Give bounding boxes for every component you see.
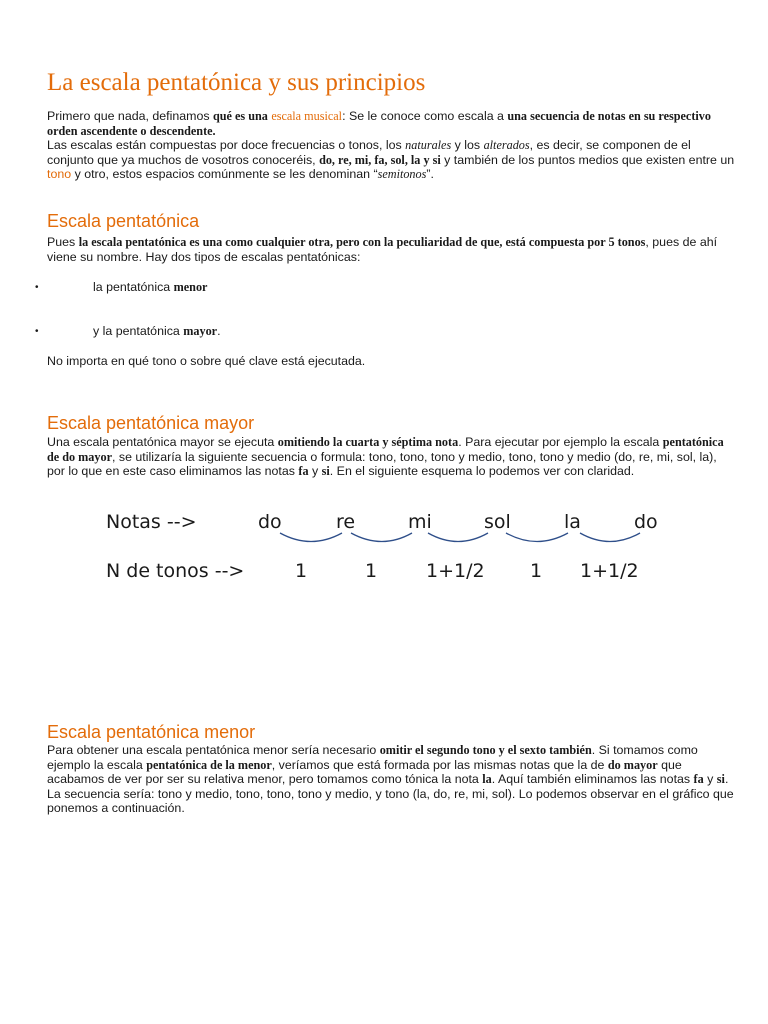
scheme-tone-value: 1 xyxy=(295,560,308,582)
scheme-tone-value: 1 xyxy=(365,560,378,582)
intro-text: y otro, estos espacios comúnmente se les denominan “ xyxy=(71,167,378,182)
scheme-tone-value: 1+1/2 xyxy=(580,560,639,582)
scheme-interval-arc xyxy=(580,533,640,542)
intro-bold-notes: do, re, mi, fa, sol, la y si xyxy=(319,152,441,167)
list-item-text: . xyxy=(217,324,221,338)
menor-bold: si xyxy=(716,772,725,787)
scheme-interval-arc xyxy=(506,533,568,542)
page-title: La escala pentatónica y sus principios xyxy=(47,69,426,96)
menor-bold: omitir el segundo tono y el sexto también xyxy=(379,743,592,757)
mayor-bold: pentatónica de do mayor xyxy=(47,435,724,464)
intro-italic-semitonos: semitonos xyxy=(377,167,427,182)
intro-text: y los xyxy=(451,138,484,153)
mayor-text: , se utilizaría la siguiente secuencia o formula: tono, tono, tono y medio, tono, tono y medio (do, re, mi, sol, la), por lo que en este caso eliminamos las notas xyxy=(47,449,717,479)
bullet-marker: • xyxy=(35,282,39,293)
mayor-paragraph xyxy=(47,435,737,479)
scheme-note: do xyxy=(258,511,282,533)
heading-pentatonica-mayor: Escala pentatónica mayor xyxy=(47,413,255,433)
mayor-bold: omitiendo la cuarta y séptima nota xyxy=(277,435,459,449)
intro-italic-naturales: naturales xyxy=(405,138,452,153)
mayor-bold: si xyxy=(321,464,330,479)
mayor-text: Una escala pentatónica mayor se ejecuta xyxy=(47,435,278,449)
intro-bold-1: qué es una xyxy=(213,109,268,123)
menor-text: que acabamos de ver por ser su relativa menor, pero tomamos como tónica la nota xyxy=(47,757,682,787)
intro-text: y también de los puntos medios que existen entre un xyxy=(440,152,735,167)
list-item-text: y la pentatónica xyxy=(93,324,184,338)
pentatonica-paragraph xyxy=(47,235,737,264)
menor-bold: pentatónica de la menor xyxy=(146,757,272,772)
mayor-text: . En el siguiente esquema lo podemos ver con claridad. xyxy=(329,464,635,479)
pentatonica-bold: la escala pentatónica es una como cualquier otra, pero con la peculiaridad de que, está compuesta por 5 tonos xyxy=(78,235,646,249)
intro-italic-alterados: alterados xyxy=(483,138,530,153)
tono-link[interactable]: tono xyxy=(47,167,72,182)
scheme-note: mi xyxy=(408,511,432,533)
intro-paragraph xyxy=(47,109,737,182)
intro-text: : Se le conoce como escala a xyxy=(342,109,508,123)
no-importa-paragraph: No importa en qué tono o sobre qué clave está ejecutada. xyxy=(47,354,366,368)
scheme-note: do xyxy=(634,511,658,533)
menor-text: , veríamos que está formada por las mismas notas que la de xyxy=(271,757,608,772)
menor-text: . Aquí también eliminamos las notas xyxy=(491,772,694,787)
heading-escala-pentatonica: Escala pentatónica xyxy=(47,211,200,231)
list-item-menor xyxy=(93,280,207,295)
intro-bold-2: una secuencia de notas en su respectivo orden ascendente o descendente. xyxy=(47,109,711,138)
menor-paragraph xyxy=(47,743,737,816)
scheme-notes-label: Notas --> xyxy=(106,511,197,533)
mayor-text: . Para ejecutar por ejemplo la escala xyxy=(458,435,663,449)
menor-text: Para obtener una escala pentatónica menor sería necesario xyxy=(47,743,380,757)
scheme-interval-arc xyxy=(280,533,342,542)
menor-bold: do mayor xyxy=(607,757,658,772)
intro-text: , es decir, se componen de el conjunto que ya muchos de vosotros conoceréis, xyxy=(47,138,691,167)
scheme-note: la xyxy=(564,511,581,533)
menor-text: . Si tomamos como ejemplo la escala xyxy=(47,743,698,772)
scheme-tones-label: N de tonos --> xyxy=(106,560,245,582)
pentatonica-text: Pues xyxy=(47,235,79,249)
escala-musical-link[interactable]: escala musical xyxy=(271,109,343,123)
pentatonic-scheme-figure xyxy=(90,500,690,600)
scheme-note: re xyxy=(336,511,356,533)
scheme-interval-arc xyxy=(428,533,488,542)
scheme-tone-value: 1+1/2 xyxy=(426,560,485,582)
menor-bold: fa xyxy=(693,772,704,787)
menor-text: . La secuencia sería: tono y medio, tono, tono, tono y medio, y tono (la, do, re, mi, sol). Lo podemos observar en el gráfico que ponemos a continuación. xyxy=(47,772,734,816)
intro-text: Primero que nada, definamos xyxy=(47,109,213,123)
intro-text: ”. xyxy=(426,167,434,182)
list-item-text: la pentatónica xyxy=(93,280,174,294)
intro-text: Las escalas están compuestas por doce frecuencias o tonos, los xyxy=(47,138,406,153)
pentatonica-text: , pues de ahí viene su nombre. Hay dos tipos de escalas pentatónicas: xyxy=(47,235,718,264)
list-item-bold: mayor xyxy=(183,324,218,338)
heading-pentatonica-menor: Escala pentatónica menor xyxy=(47,722,256,742)
scheme-interval-arc xyxy=(351,533,412,542)
scheme-note: sol xyxy=(484,511,511,533)
bullet-marker: • xyxy=(35,326,39,337)
mayor-text: y xyxy=(308,464,322,479)
list-item-mayor xyxy=(93,324,221,339)
mayor-bold: fa xyxy=(298,464,309,479)
menor-bold: la xyxy=(482,772,492,787)
list-item-bold: menor xyxy=(173,280,208,294)
scheme-tone-value: 1 xyxy=(530,560,543,582)
menor-text: y xyxy=(703,772,717,787)
